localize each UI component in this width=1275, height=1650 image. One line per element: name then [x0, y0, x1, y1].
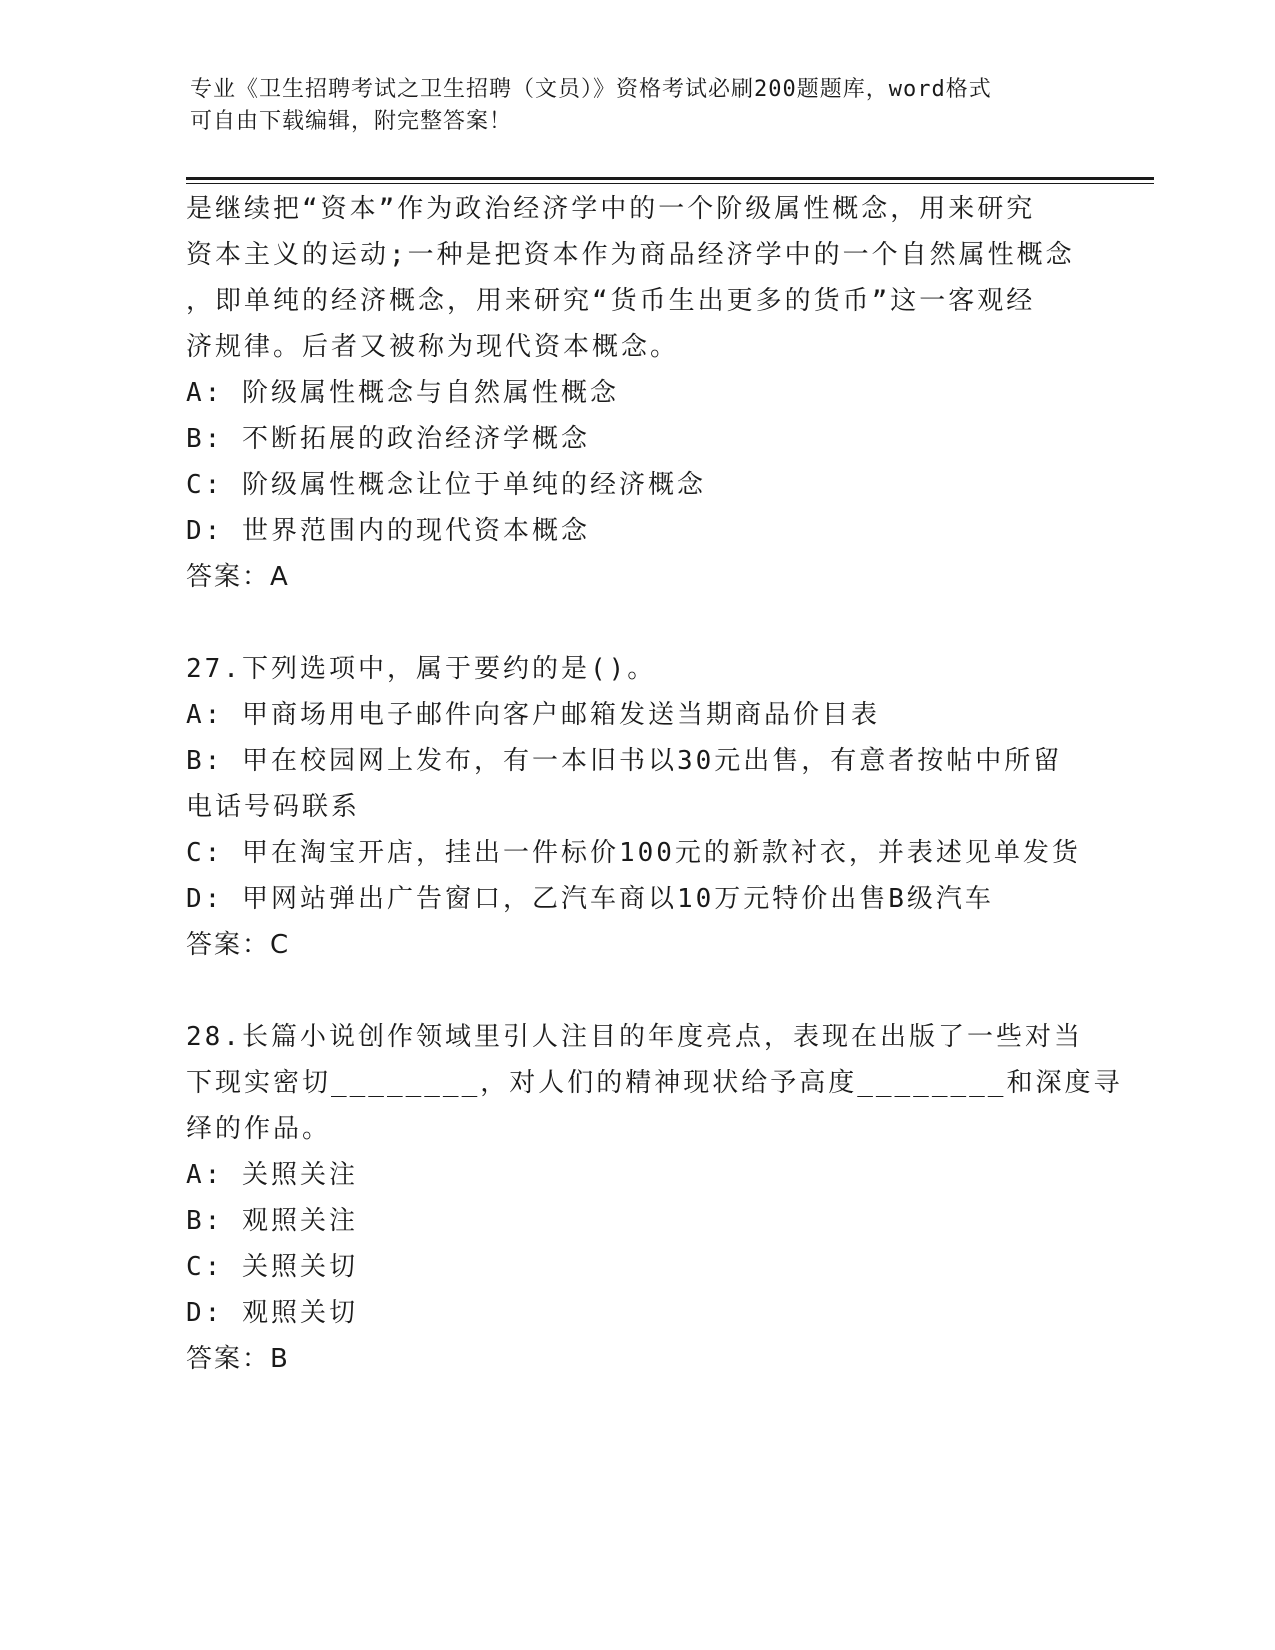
option-a: A: 阶级属性概念与自然属性概念: [186, 378, 619, 408]
question-text-line: 济规律。后者又被称为现代资本概念。: [186, 332, 680, 362]
header-line-2: 可自由下载编辑，附完整答案！: [190, 109, 513, 134]
answer-line: 答案：A: [186, 562, 290, 592]
question-28: [186, 1014, 1123, 1382]
document-header: [190, 74, 1090, 138]
answer-line: 答案：B: [186, 1344, 290, 1374]
option-b: B: 观照关注: [186, 1206, 358, 1236]
header-rule-thick: [186, 177, 1154, 180]
option-d: D: 甲网站弹出广告窗口，乙汽车商以10万元特价出售B级汽车: [186, 884, 994, 914]
option-c: C: 关照关切: [186, 1252, 358, 1282]
header-rule-thin: [186, 183, 1154, 184]
option-c: C: 甲在淘宝开店，挂出一件标价100元的新款衬衣，并表述见单发货: [186, 838, 1081, 868]
option-b-continued: 电话号码联系: [186, 792, 361, 822]
question-text-line: ，即单纯的经济概念，用来研究“货币生出更多的货币”这一客观经: [186, 286, 1036, 316]
question-text-line: 是继续把“资本”作为政治经济学中的一个阶级属性概念，用来研究: [186, 194, 1036, 224]
option-b: B: 甲在校园网上发布，有一本旧书以30元出售，有意者按帖中所留: [186, 746, 1063, 776]
question-text-line: 资本主义的运动;一种是把资本作为商品经济学中的一个自然属性概念: [186, 240, 1075, 270]
option-a: A: 甲商场用电子邮件向客户邮箱发送当期商品价目表: [186, 700, 880, 730]
option-d: D: 世界范围内的现代资本概念: [186, 516, 590, 546]
option-d: D: 观照关切: [186, 1298, 358, 1328]
option-b: B: 不断拓展的政治经济学概念: [186, 424, 590, 454]
question-26: [186, 186, 1076, 600]
question-stem-line: 下现实密切________，对人们的精神现状给予高度________和深度寻: [186, 1068, 1123, 1098]
question-content: [186, 186, 1123, 1382]
answer-line: 答案：C: [186, 930, 291, 960]
header-line-1: 专业《卫生招聘考试之卫生招聘（文员）》资格考试必刷200题题库，word格式: [190, 77, 992, 102]
option-a: A: 关照关注: [186, 1160, 358, 1190]
question-stem-line: 绎的作品。: [186, 1114, 332, 1144]
option-c: C: 阶级属性概念让位于单纯的经济概念: [186, 470, 706, 500]
question-27: [186, 646, 1081, 968]
question-stem-line: 28.长篇小说创作领域里引人注目的年度亮点，表现在出版了一些对当: [186, 1022, 1083, 1052]
question-stem: 27.下列选项中，属于要约的是()。: [186, 654, 657, 684]
